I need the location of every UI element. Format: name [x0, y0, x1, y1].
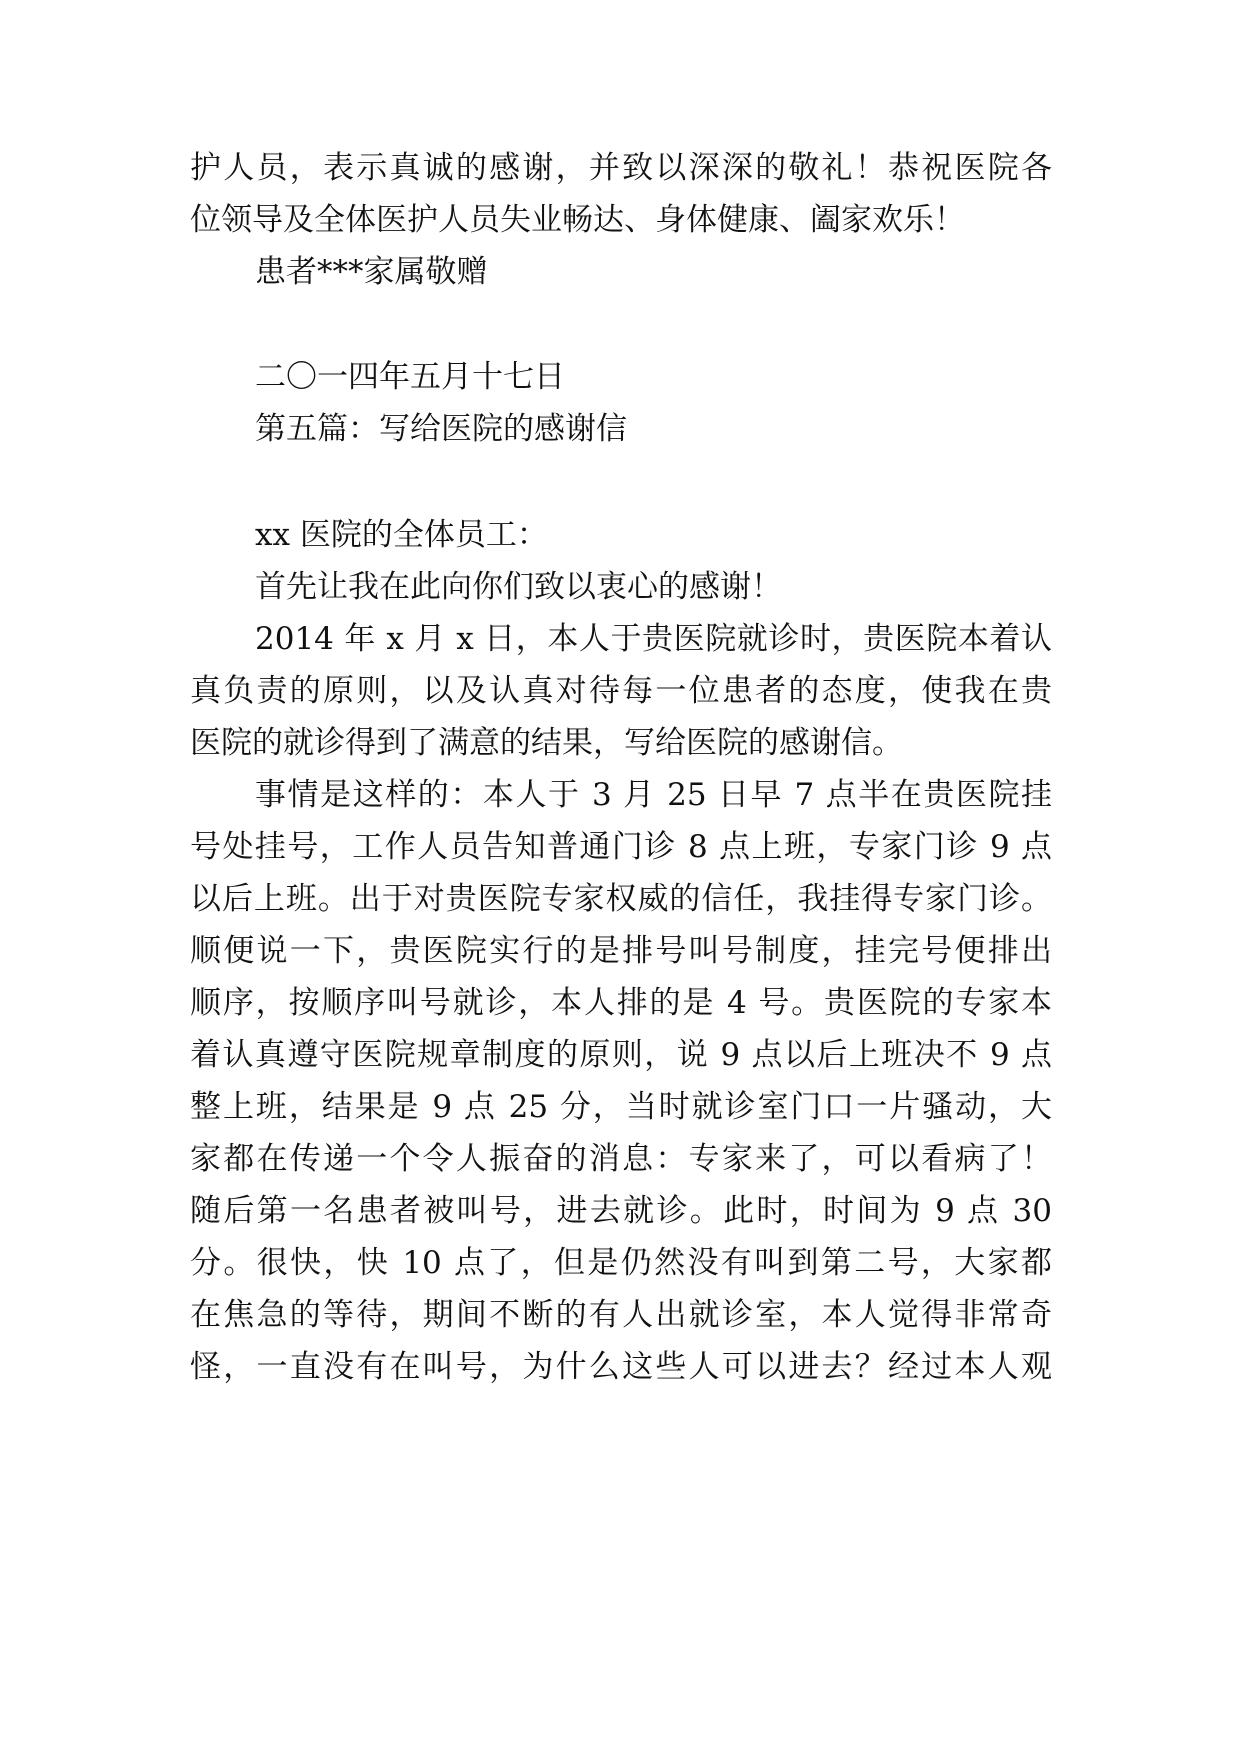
section-heading: 第五篇：写给医院的感谢信 — [255, 411, 627, 447]
date-line: 二〇一四年五月十七日 — [255, 359, 565, 395]
salutation: xx 医院的全体员工： — [255, 517, 548, 553]
body-line: 位领导及全体医护人员失业畅达、身体健康、阖家欢乐！ — [190, 202, 965, 238]
body-line: 护人员，表示真诚的感谢，并致以深深的敬礼！恭祝医院各 — [190, 150, 1052, 186]
body-line: 整上班，结果是 9 点 25 分，当时就诊室门口一片骚动，大 — [190, 1089, 1052, 1125]
body-line: 随后第一名患者被叫号，进去就诊。此时，时间为 9 点 30 — [190, 1193, 1052, 1229]
body-line: 号处挂号，工作人员告知普通门诊 8 点上班，专家门诊 9 点 — [190, 829, 1052, 865]
body-line: 医院的就诊得到了满意的结果，写给医院的感谢信。 — [190, 725, 903, 761]
body-line: 在焦急的等待，期间不断的有人出就诊室，本人觉得非常奇 — [190, 1297, 1052, 1333]
body-line: 怪，一直没有在叫号，为什么这些人可以进去？经过本人观 — [190, 1349, 1052, 1385]
signature-line: 患者***家属敬赠 — [255, 254, 488, 290]
body-line: 以后上班。出于对贵医院专家权威的信任，我挂得专家门诊。 — [190, 881, 1052, 917]
body-line: 家都在传递一个令人振奋的消息：专家来了，可以看病了！ — [190, 1141, 1052, 1177]
body-line: 事情是这样的：本人于 3 月 25 日早 7 点半在贵医院挂 — [255, 777, 1052, 813]
body-line: 2014 年 x 月 x 日，本人于贵医院就诊时，贵医院本着认 — [255, 621, 1052, 657]
body-line: 顺序，按顺序叫号就诊，本人排的是 4 号。贵医院的专家本 — [190, 985, 1052, 1021]
body-line: 真负责的原则，以及认真对待每一位患者的态度，使我在贵 — [190, 673, 1052, 709]
body-line: 首先让我在此向你们致以衷心的感谢！ — [255, 569, 782, 605]
body-line: 着认真遵守医院规章制度的原则，说 9 点以后上班决不 9 点 — [190, 1037, 1052, 1073]
body-line: 顺便说一下，贵医院实行的是排号叫号制度，挂完号便排出 — [190, 933, 1052, 969]
body-line: 分。很快，快 10 点了，但是仍然没有叫到第二号，大家都 — [190, 1245, 1052, 1281]
